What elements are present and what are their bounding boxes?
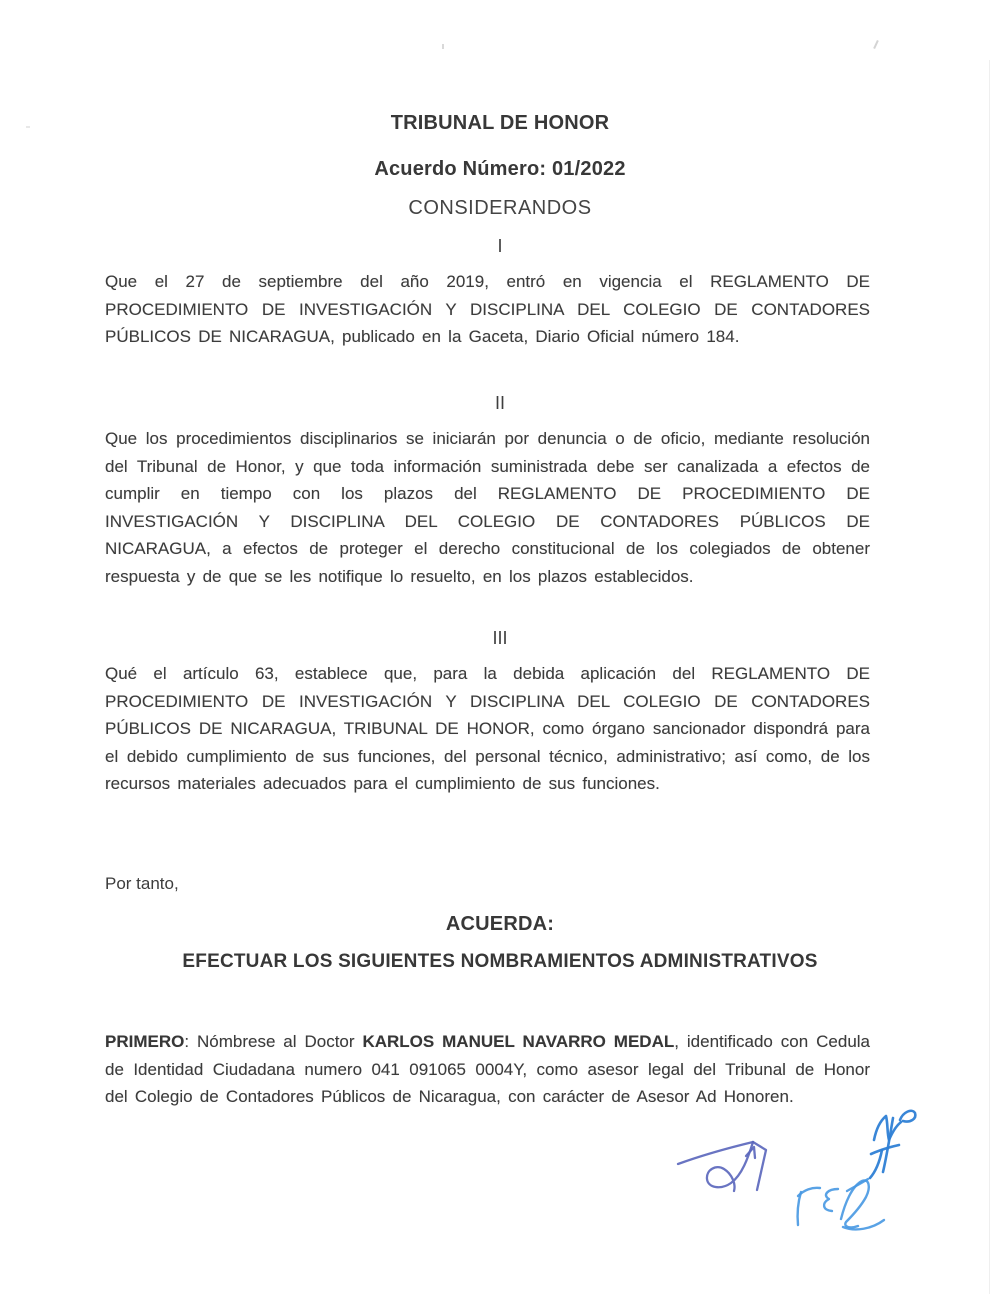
considerando-paragraph-3: Qué el artículo 63, establece que, para la debida aplicación del REGLAMENTO DE PROCEDIMIENTO DE INVESTIGACIÓN Y DISCIPLINA DEL COLEGIO DE CONTADORES PÚBLICOS DE NICARAGUA, TRIBUNAL DE HONOR, como órgano sancionador dispondrá para el debido cumplimiento de sus funciones, del personal técnico, administrativo; así como, de los recursos materiales adecuados para el cumplimiento de sus funciones.: [105, 664, 870, 793]
considerando-numeral-2: II: [494, 393, 505, 413]
acuerda-subheading: EFECTUAR LOS SIGUIENTES NOMBRAMIENTOS ADMINISTRATIVOS: [182, 951, 818, 972]
scan-edge-shadow: [989, 60, 990, 1294]
scan-artifact-speck: [26, 126, 30, 128]
primero-label: PRIMERO: [105, 1032, 185, 1051]
handwritten-signature-ink: [640, 1080, 960, 1260]
primero-text-after-name: , identificado con Cedula de Identidad Ciudadana numero 041 091065 0004Y, como asesor legal del Tribunal de Honor del Colegio de Contadores Públicos de Nicaragua, con carácter de Asesor Ad Honoren.: [105, 1032, 871, 1106]
acuerda-heading: ACUERDA:: [445, 913, 555, 935]
considerando-numeral-3: III: [492, 628, 508, 648]
considerando-numeral-1: I: [497, 236, 503, 256]
considerando-paragraph-1: Que el 27 de septiembre del año 2019, entró en vigencia el REGLAMENTO DE PROCEDIMIENTO DE INVESTIGACIÓN Y DISCIPLINA DEL COLEGIO DE CONTADORES PÚBLICOS DE NICARAGUA, publicado en la Gaceta, Diario Oficial número 184.: [105, 272, 870, 346]
por-tanto-text: Por tanto,: [105, 874, 179, 893]
signature-initials-right: [798, 1111, 916, 1230]
considerandos-heading: CONSIDERANDOS: [408, 197, 592, 219]
considerando-paragraph-2: Que los procedimientos disciplinarios se iniciarán por denuncia o de oficio, mediante resolución del Tribunal de Honor, y que toda información suministrada debe ser canalizada a efectos de cumplir en tiempo con los plazos del REGLAMENTO DE PROCEDIMIENTO DE INVESTIGACIÓN Y DISCIPLINA DEL COLEGIO DE CONTADORES PÚBLICOS DE NICARAGUA, a efectos de proteger el derecho constitucional de los colegiados de obtener respuesta y de que se les notifique lo resuelto, en los plazos establecidos.: [105, 429, 870, 586]
signature-scribble-left: [678, 1142, 766, 1191]
document-title: TRIBUNAL DE HONOR: [390, 112, 610, 134]
scan-artifact-speck: [442, 44, 444, 49]
scan-artifact-mark: [873, 40, 879, 49]
document-subtitle-acuerdo-numero: Acuerdo Número: 01/2022: [374, 158, 626, 180]
appointee-name: KARLOS MANUEL NAVARRO MEDAL: [362, 1032, 675, 1051]
primero-text-before-name: : Nómbrese al Doctor: [184, 1032, 363, 1051]
